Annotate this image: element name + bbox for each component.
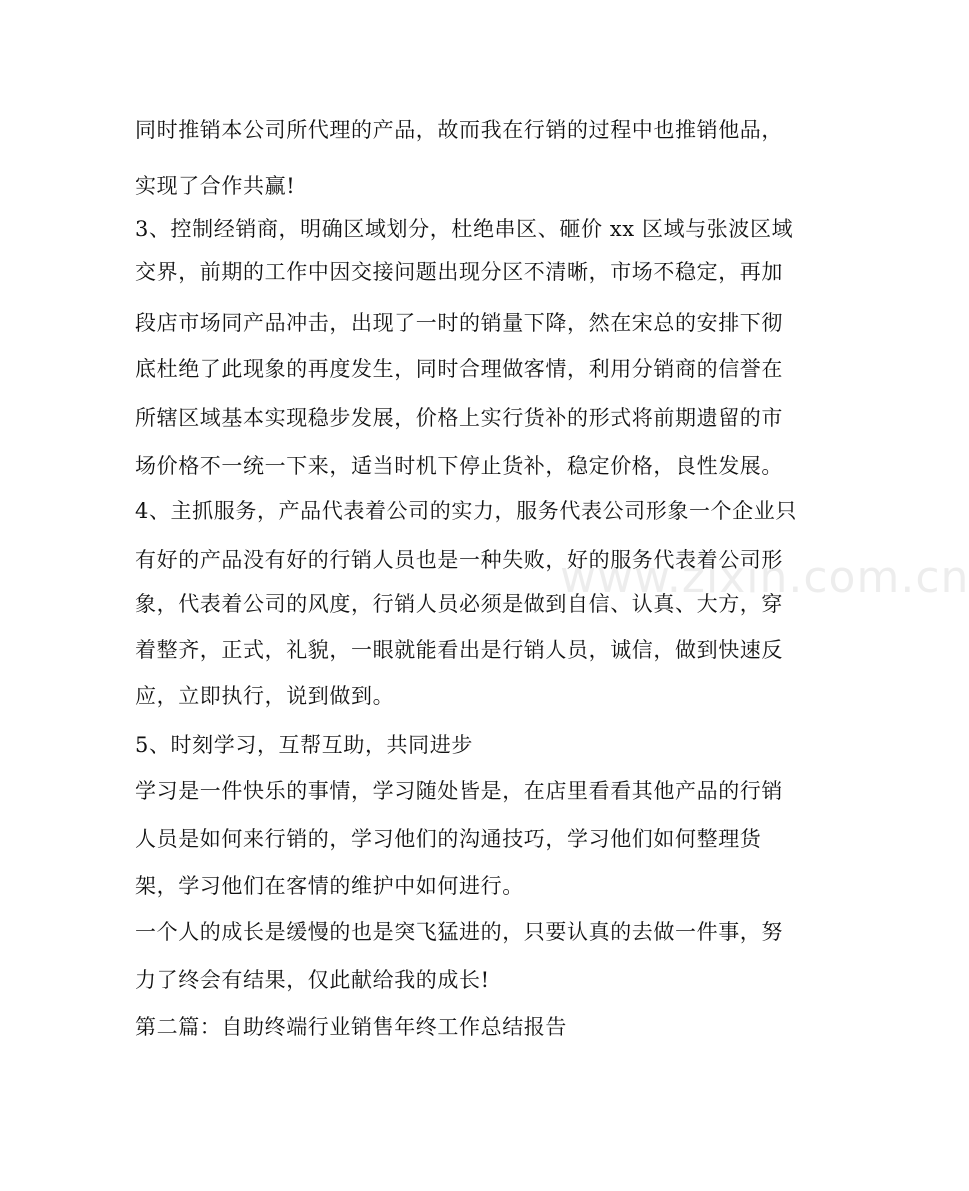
section-heading: 5、时刻学习，互帮互助，共同进步 [135, 733, 473, 757]
text-line: 象，代表着公司的风度，行销人员必须是做到自信、认真、大方，穿 [135, 592, 783, 616]
text-line: 场价格不一统一下来，适当时机下停止货补，稳定价格，良性发展。 [135, 454, 783, 478]
text-line: 着整齐，正式，礼貌，一眼就能看出是行销人员，诚信，做到快速反 [135, 638, 783, 662]
watermark: www.zixin.com.cn [560, 552, 969, 603]
text-line: 所辖区域基本实现稳步发展，价格上实行货补的形式将前期遗留的市 [135, 406, 783, 430]
text-line: 实现了合作共赢! [135, 174, 296, 198]
text-line: 同时推销本公司所代理的产品，故而我在行销的过程中也推销他品， [135, 118, 783, 142]
text-line: 有好的产品没有好的行销人员也是一种失败，好的服务代表着公司形 [135, 548, 783, 572]
text-line: 底杜绝了此现象的再度发生，同时合理做客情，利用分销商的信誉在 [135, 357, 783, 381]
text-line: 4、主抓服务，产品代表着公司的实力，服务代表公司形象一个企业只 [135, 499, 797, 523]
text-line: 学习是一件快乐的事情，学习随处皆是，在店里看看其他产品的行销 [135, 779, 783, 803]
text-line: 人员是如何来行销的，学习他们的沟通技巧，学习他们如何整理货 [135, 827, 762, 851]
text-line: 力了终会有结果，仅此献给我的成长! [135, 968, 490, 992]
text-line: 3、控制经销商，明确区域划分，杜绝串区、砸价 xx 区域与张波区域 [135, 217, 794, 241]
text-line: 段店市场同产品冲击，出现了一时的销量下降，然在宋总的安排下彻 [135, 311, 783, 335]
text-line: 一个人的成长是缓慢的也是突飞猛进的，只要认真的去做一件事，努 [135, 920, 783, 944]
text-line: 交界，前期的工作中因交接问题出现分区不清晰，市场不稳定，再加 [135, 260, 783, 284]
text-line: 应，立即执行，说到做到。 [135, 684, 395, 708]
text-line: 架，学习他们在客情的维护中如何进行。 [135, 874, 524, 898]
article-title: 第二篇：自助终端行业销售年终工作总结报告 [135, 1015, 567, 1039]
